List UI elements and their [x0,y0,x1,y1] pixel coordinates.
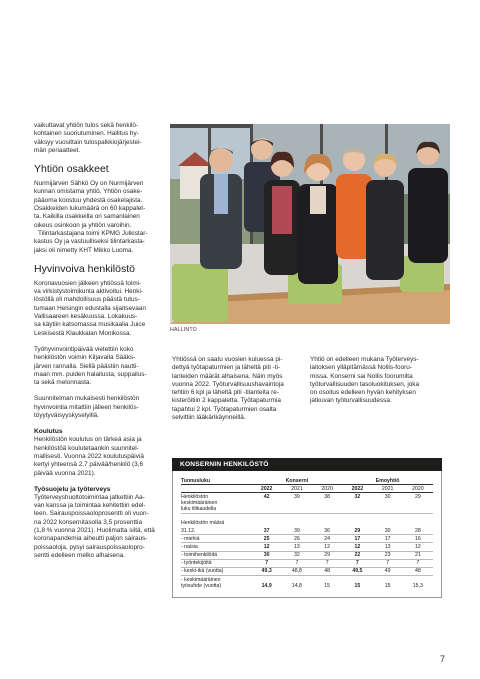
table-cell: 48 [403,567,433,575]
owners-paragraph-1: Nurmijärven Sähkö Oy on Nurmijärven kunnan omistama yhtiö. Yhtiön osake- pääoma koostuu yhdestä osakelajista. Osakkeiden lukumäärä on 60 kappalet- ta. Kaikilla osakkeilla on samanlainen oikeus osinkoon ja yhtiön varoihin. [34,180,146,229]
table-cell: 29 [342,527,372,535]
table-cell: 29 [403,493,433,513]
owners-paragraph-2: Tilintarkastajana toimi KPMG Julkistar- kastus Oy ja vastuulliseksi tilintarkasta- jaksi oli nimetty KHT Mikko Luoma. [34,229,148,254]
table-cell: 14,9 [261,582,272,589]
training-heading: Koulutus [34,428,63,436]
table-cell: 7 [403,559,433,567]
year-header: 2020 [312,485,342,493]
table-cell: 16 [403,535,433,543]
year-header: 2022 [342,485,372,493]
safety-heading: Työsuojelu ja työterveys [34,485,111,493]
row-label: - keski-ikä (vuotta) [181,567,252,575]
table-cell: 17 [372,535,402,543]
table-cell: 42 [252,493,282,513]
table-cell: 30 [252,551,282,559]
table-cell: 38 [312,493,342,513]
table-row [181,576,433,590]
group-header-emoyhtio: Emoyhtiö [342,477,433,485]
table-row [181,567,433,575]
table-cell: 49,3 [252,567,282,575]
table-cell: 15 [324,582,331,589]
table-cell: 25 [252,535,282,543]
table-cell: 15 [354,582,361,589]
table-cell: 36 [312,527,342,535]
table-cell: 7 [252,559,282,567]
year-header: 2021 [282,485,312,493]
training-paragraph: Henkilöstön koulutus on tärkeä asia ja henkilöstöä koulutetaankin suunnitel- mallisesti. Vuonna 2022 koulutuspäiviä kertyi yhteensä 2,7 päivää/henkilö (3,6 päivää vuonna 2021). [34,436,144,477]
row-label: - naisia [181,543,252,551]
intro-paragraph: vaikuttavat yhtiön tulos sekä henkilö- kohtainen suoriutuminen. Hallitus hy- väksyy vuosittain tulospalkkiojärjestel- män periaatteet. [34,122,142,154]
table-cell: 7 [312,559,342,567]
staff-heading: Hyvinvoiva henkilöstö [34,262,135,275]
table-row [181,559,433,567]
staff-paragraph-3: Suunnitelman mukaisesti henkilöstön hyvinvointia mitattiin jälleen henkilös- töyytyväisyyskyselyillä. [34,395,140,420]
table-cell: 7 [342,559,372,567]
group-header-konserni: Konserni [252,477,343,485]
table-cell: 28 [403,527,433,535]
table-cell: 32 [282,551,312,559]
row-label: Henkilöstön määrä [181,520,225,527]
col-label-header: Tunnusluku [181,477,252,485]
table-cell: 39 [282,493,312,513]
table-cell: 7 [372,559,402,567]
staff-table-body [172,471,442,598]
row-label: - toimihenkilöitä [181,551,252,559]
table-row [181,551,433,559]
table-cell: 23 [372,551,402,559]
table-row [181,520,433,527]
year-header: 2020 [403,485,433,493]
table-cell: 49,5 [342,567,372,575]
table-cell: 15,3 [412,582,423,589]
group-photo-illustration [170,124,450,324]
table-cell: 37 [252,527,282,535]
table-cell: 48 [312,567,342,575]
table-row [181,493,433,513]
right-column [310,356,440,406]
staff-table [181,477,433,589]
table-cell: 32 [342,493,372,513]
table-cell: 15 [384,582,391,589]
safety-paragraph: Työterveyshuoltotoimintaa jatkettiin Aa- van kanssa ja toimintaa kehitettiin edel- leen. Sairauspoissaoloprosentti oli vuon- na 2022 konsernitasolla 3,5 prosenttia (1,8 % vuonna 2021). Huolimatta siitä, että koronapandemia aiheutti paljon sairaus- poissaoloja, pysyi sairauspoissaolopro- sentti edelleen melko alhaisena. [34,493,155,559]
owners-heading: Yhtiön osakkeet [34,163,109,176]
table-cell: 13 [282,543,312,551]
year-header: 2022 [252,485,282,493]
row-label: Henkilöstön keskimääräinen luku tilikaudella [181,493,252,513]
group-photo [170,124,450,324]
table-cell: 30 [372,493,402,513]
table-cell: 49 [372,567,402,575]
year-header: 2021 [372,485,402,493]
table-cell: 21 [403,551,433,559]
table-cell: 7 [282,559,312,567]
table-row [181,535,433,543]
row-label: - miehiä [181,535,252,543]
table-cell: 14,8 [291,582,302,589]
table-cell: 12 [252,543,282,551]
page-number: 7 [440,654,446,664]
left-column [34,122,162,560]
table-cell: 26 [282,535,312,543]
table-cell: 29 [312,551,342,559]
row-label: - keskimääräinen työsuhde (vuotta) [181,576,222,589]
table-cell: 39 [282,527,312,535]
table-cell: 48,8 [282,567,312,575]
table-cell: 17 [342,535,372,543]
table-cell: 13 [372,543,402,551]
table-row [181,527,433,535]
row-label: - työntekijöitä [181,559,252,567]
staff-paragraph-1: Koronavuosien jälkeen yhtiössä toimi- va virkistystoimikunta aktivoitui. Henki- löstöllä oli mahdollisuus päästä tutus- tumaan Helsingin edustalla sijaitsevaan Vallisaareen kesäkuussa. Lokakuus- sa käytiin katsomassa musikaalia Juice Leskisestä Klaukkalan Monikossa. [34,279,146,337]
table-cell: 12 [342,543,372,551]
staff-paragraph-2: Työhyvinvointipäivää vietettiin koko henkilöstön voimin Kiljavalla Sääks- järven rannalla. Siellä päästiin nautti- maan mm. puiden halailusta, suppailus- ta sekä melonnasta. [34,345,147,387]
middle-column [172,356,298,422]
table-cell: 24 [312,535,342,543]
row-label: 31.12. [181,527,252,535]
middle-paragraph: Yhtiössä on saatu vuosien kuluessa pi- dettyä työtapaturmien ja läheltä piti -ti- lanteiden määrät alhaisena. Näin myös vuonna 2022. Työturvallisuushavaintoja tehtiin 6 kpl ja läheltä piti -tilanteita re- kisteröitiin 2 kappaletta. Työtapaturmia tapahtui 2 kpl. Työtapaturmien osalta selvittiin lääkärikäynneillä. [172,356,284,422]
photo-caption: HALLINTO [170,327,197,333]
table-cell: 30 [372,527,402,535]
table-cell: 12 [312,543,342,551]
table-row [181,543,433,551]
table-cell: 22 [342,551,372,559]
staff-table-title: KONSERNIN HENKILÖSTÖ [172,458,442,471]
right-paragraph: Yhtiö on edelleen mukana Työterveys- laitoksen ylläpitämässä Nollis-fooru- missa. Konserni sai Nollis foorumilta työturvallisuuden tasoluokituksen, joka on osoitus edelleen hyvän kehityksen jatkuvan työturvallisuudessa. [310,356,420,405]
staff-table-box [172,458,442,598]
table-cell: 12 [403,543,433,551]
